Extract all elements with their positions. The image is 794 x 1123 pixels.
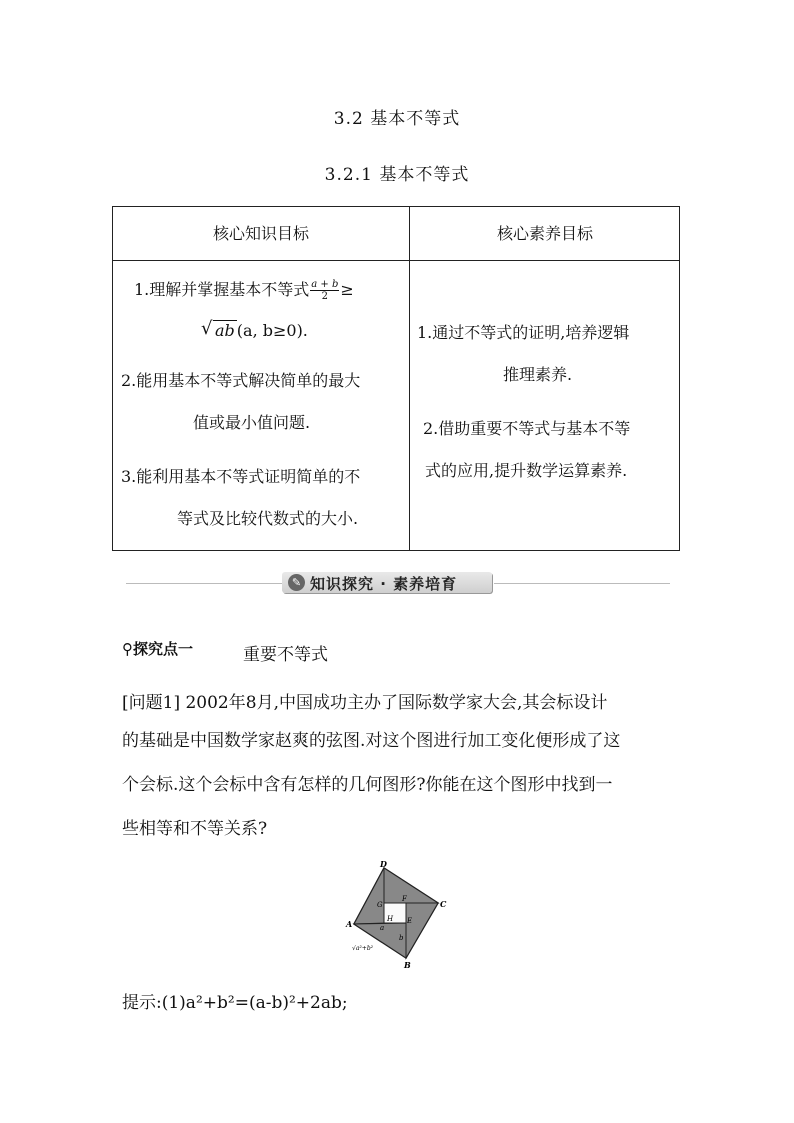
triangle-adg: [354, 868, 384, 924]
banner-title: 知识探究 · 素养培育: [310, 575, 458, 593]
pencil-icon: ✎: [288, 574, 305, 591]
triangle-ceb: [406, 903, 438, 958]
label-a: a: [380, 924, 385, 932]
knowledge-item-1: [134, 274, 404, 305]
geq-symbol: ≥: [340, 280, 354, 299]
sqrt-ab: [201, 315, 237, 346]
knowledge-item-3-line1: 3.能利用基本不等式证明简单的不: [121, 467, 361, 486]
section-title: 3.2 基本不等式: [333, 109, 461, 129]
label-diagonal: √a²+b²: [352, 945, 374, 952]
label-B: B: [404, 960, 411, 970]
knowledge-item-1-text: 1.理解并掌握基本不等式: [134, 280, 310, 299]
question-line-1: [问题1] 2002年8月,中国成功主办了国际数学家大会,其会标设计: [122, 693, 608, 713]
label-b: b: [399, 934, 404, 942]
header-literacy-goals: 核心素养目标: [496, 224, 593, 243]
header-knowledge-goals: 核心知识目标: [212, 224, 309, 243]
label-E: E: [407, 917, 413, 925]
label-H: H: [387, 915, 394, 923]
banner-rule-left: [126, 583, 284, 584]
label-F: F: [402, 895, 407, 903]
explore-heading: [122, 638, 193, 659]
subsection-title: 3.2.1 基本不等式: [324, 165, 470, 185]
knowledge-item-1-suffix: (a, b≥0).: [236, 321, 308, 340]
literacy-item-2-line2: 式的应用,提升数学运算素养.: [425, 461, 628, 480]
question-line-2: 的基础是中国数学家赵爽的弦图.对这个图进行加工变化便形成了这: [122, 731, 621, 751]
literacy-item-2-line1: 2.借助重要不等式与基本不等: [423, 419, 631, 438]
hint-text: 提示:(1)a²+b²=(a-b)²+2ab;: [122, 993, 348, 1013]
label-C: C: [440, 899, 447, 909]
fraction-a-plus-b-over-2: [310, 279, 339, 302]
goals-table: [112, 206, 680, 551]
triangle-dfc: [384, 868, 438, 903]
explore-label: 探究点一: [133, 640, 194, 658]
literacy-item-1-line2: 推理素养.: [503, 365, 573, 384]
knowledge-item-2-line2: 值或最小值问题.: [193, 413, 311, 432]
label-G: G: [377, 901, 383, 909]
knowledge-item-3-line2: 等式及比较代数式的大小.: [177, 509, 359, 528]
fraction-numerator: a + b: [311, 279, 339, 290]
banner-rule-right: [494, 583, 670, 584]
label-D: D: [380, 860, 387, 869]
label-A: A: [346, 919, 353, 929]
sqrt-icon: √: [201, 318, 213, 339]
section-banner: [122, 572, 672, 594]
knowledge-item-2-line1: 2.能用基本不等式解决简单的最大: [121, 371, 361, 390]
knowledge-item-1-cont: [201, 315, 401, 346]
sqrt-radicand: ab: [215, 321, 235, 340]
table-row-divider: [113, 260, 679, 261]
question-line-4: 些相等和不等关系?: [122, 819, 268, 839]
literacy-item-1-line1: 1.通过不等式的证明,培养逻辑: [417, 323, 630, 342]
question-line-3: 个会标.这个会标中含有怎样的几何图形?你能在这个图形中找到一: [122, 775, 613, 795]
zhao-shuang-chord-diagram: [340, 860, 450, 970]
magnifier-icon: ⚲: [122, 640, 133, 658]
fraction-denominator: 2: [321, 291, 329, 302]
explore-title: 重要不等式: [243, 645, 328, 665]
